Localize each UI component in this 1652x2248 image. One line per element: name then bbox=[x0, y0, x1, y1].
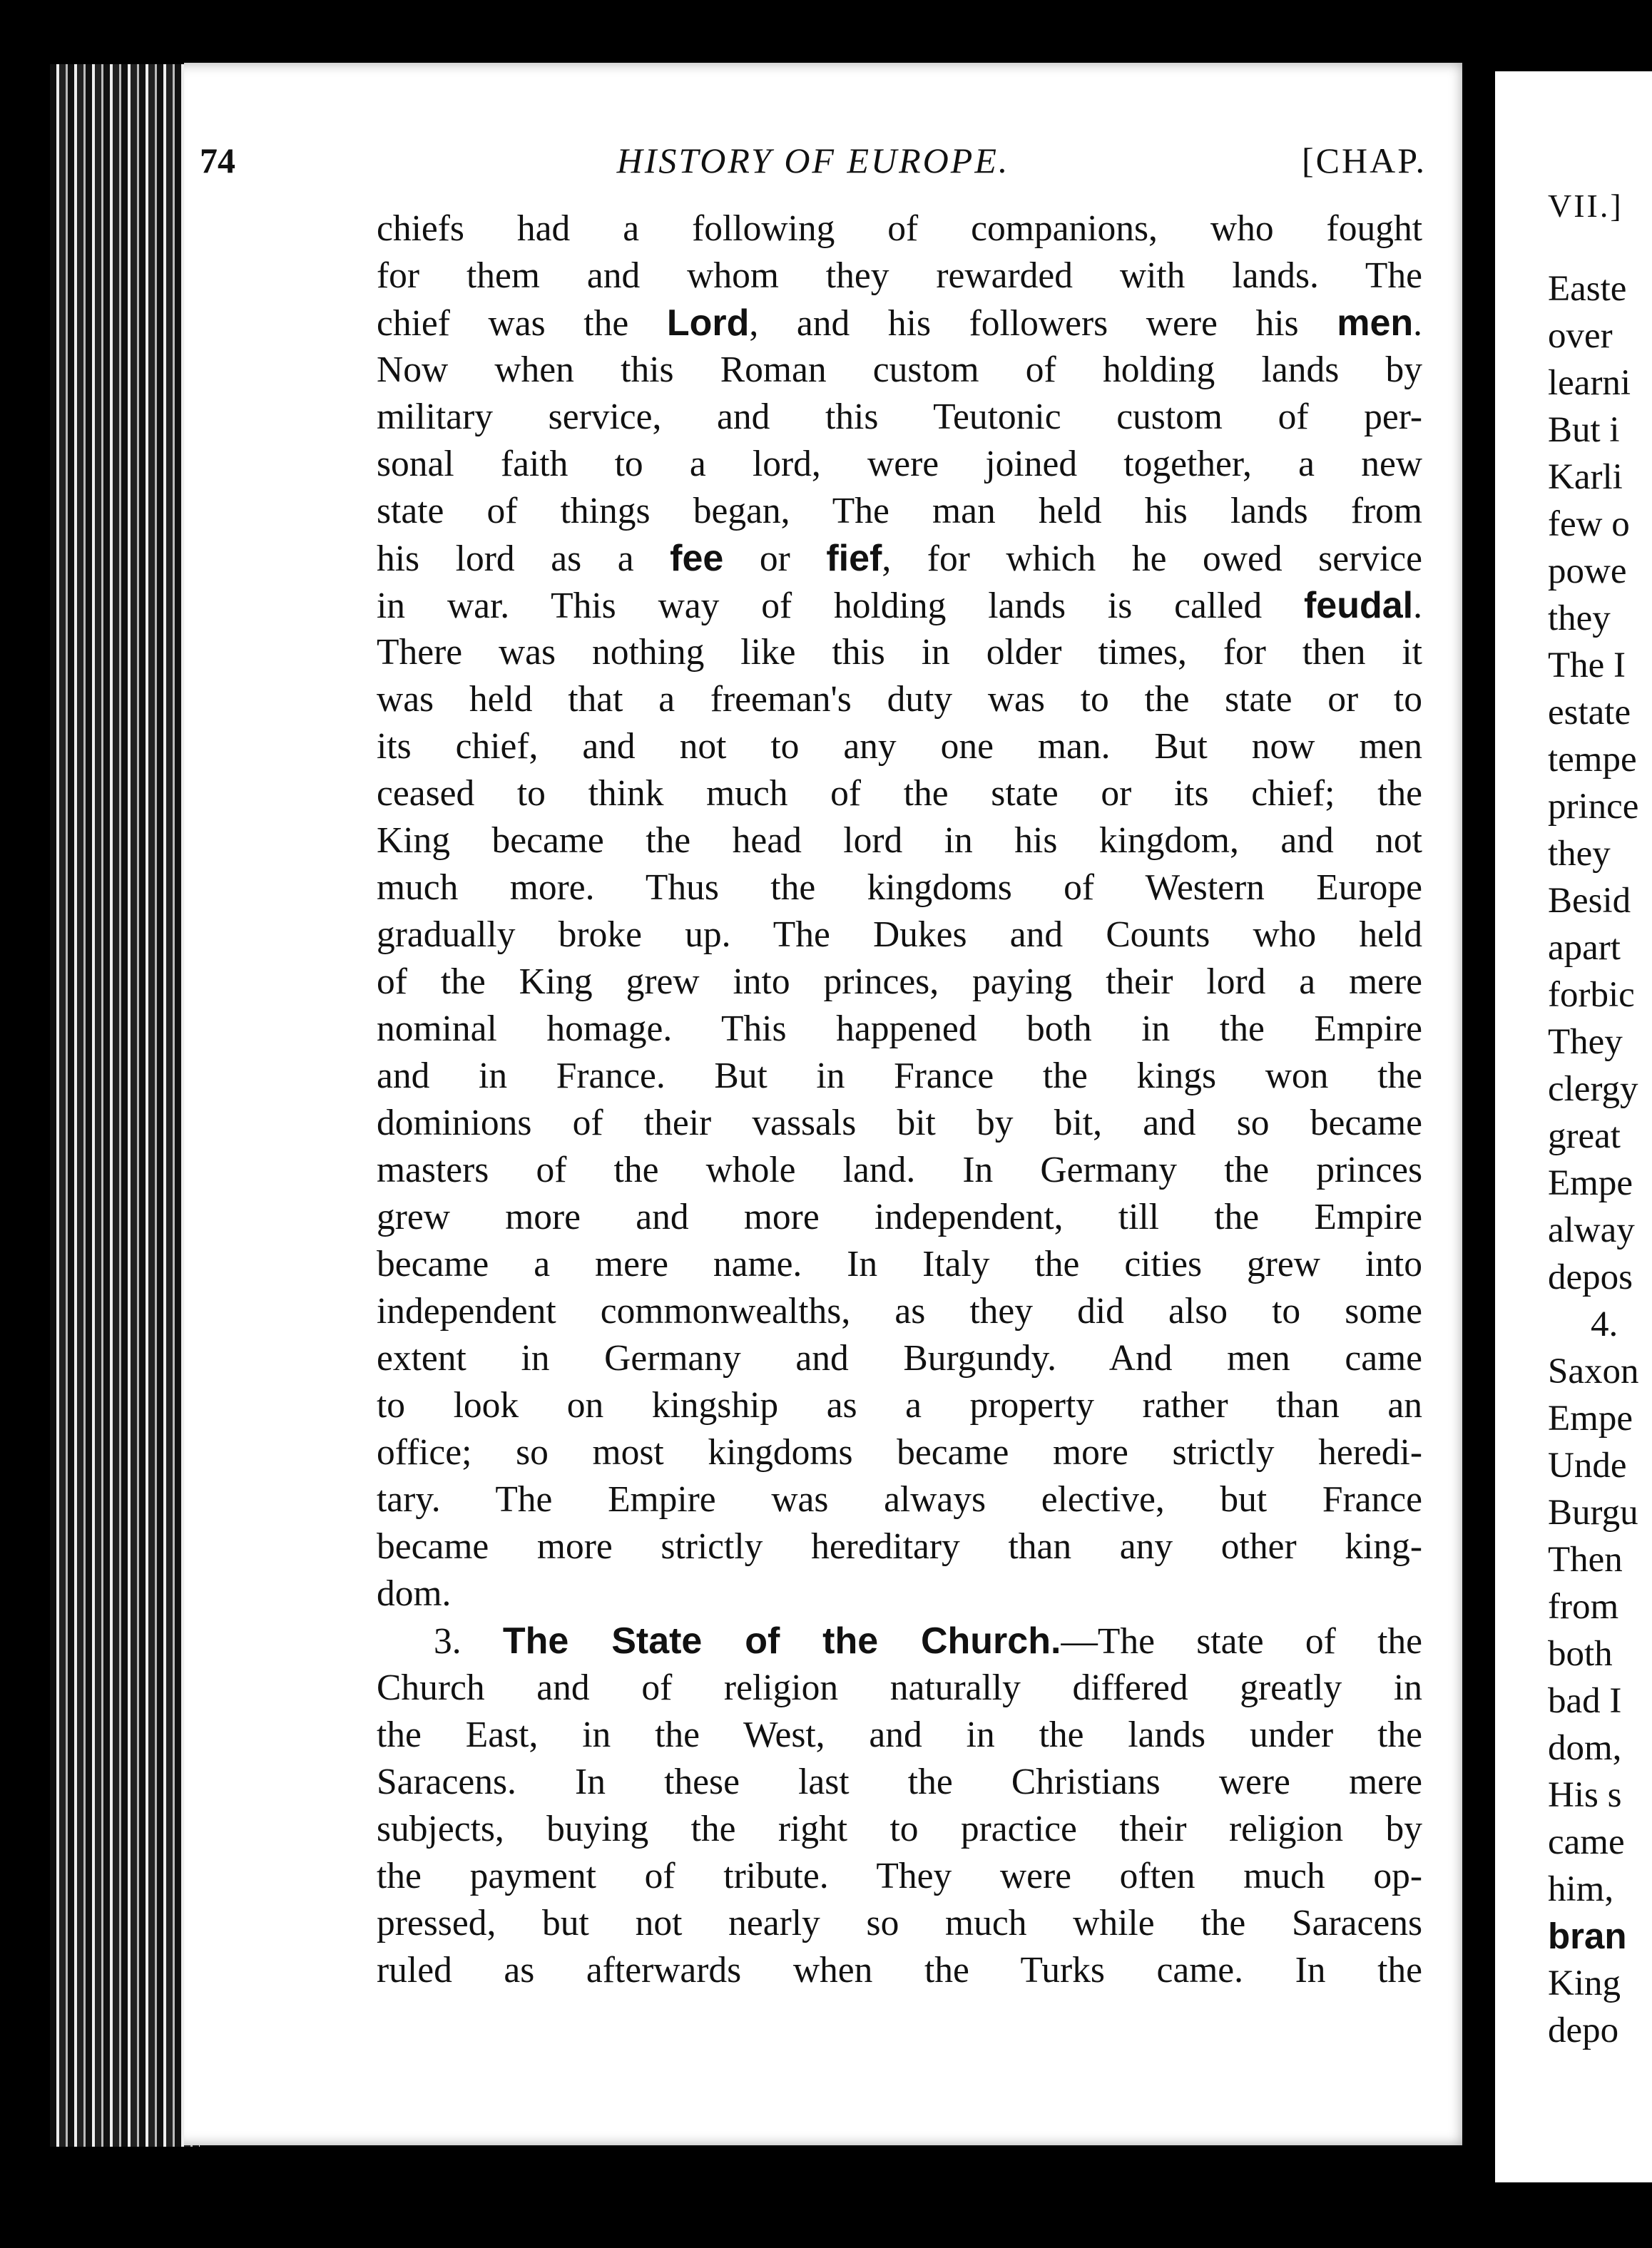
text-line: independent commonwealths, as they did also to some bbox=[377, 1291, 1422, 1332]
text-line: ruled as afterwards when the Turks came. In the bbox=[377, 1950, 1422, 1991]
text-line: in war. This way of holding lands is called feudal. bbox=[377, 585, 1422, 626]
text-line: nominal homage. This happened both in the Empire bbox=[377, 1008, 1422, 1049]
page-edges bbox=[50, 64, 200, 2147]
bold-term: feudal bbox=[1303, 585, 1414, 626]
text-line: But i bbox=[1548, 410, 1620, 450]
text-line: His s bbox=[1548, 1775, 1622, 1815]
text-line: came bbox=[1548, 1822, 1625, 1862]
running-title: HISTORY OF EUROPE. bbox=[616, 140, 1010, 180]
text-line: dominions of their vassals bit by bit, and so became bbox=[377, 1103, 1422, 1143]
text-line: prince bbox=[1548, 787, 1639, 827]
text-line: Besid bbox=[1548, 881, 1631, 921]
text-line: him, bbox=[1548, 1869, 1614, 1909]
text-line: much more. Thus the kingdoms of Western Europe bbox=[377, 867, 1422, 908]
text-line: over bbox=[1548, 316, 1613, 356]
text-line: There was nothing like this in older times, for then it bbox=[377, 632, 1422, 673]
page-number: 74 bbox=[200, 140, 235, 180]
left-page-text bbox=[377, 205, 1422, 1994]
text-line: office; so most kingdoms became more strictly heredi- bbox=[377, 1432, 1422, 1473]
text-line: Church and of religion naturally differed greatly in bbox=[377, 1667, 1422, 1708]
text-line: both bbox=[1548, 1634, 1613, 1674]
bold-term: The State of the Church. bbox=[502, 1620, 1061, 1662]
text-line: They bbox=[1548, 1022, 1623, 1062]
text-line: few o bbox=[1548, 504, 1630, 544]
text-line: subjects, buying the right to practice their religion by bbox=[377, 1809, 1422, 1849]
text-line: learni bbox=[1548, 363, 1631, 403]
text-line: the East, in the West, and in the lands under the bbox=[377, 1715, 1422, 1755]
text-line: for them and whom they rewarded with lands. The bbox=[377, 255, 1422, 296]
text-line: state of things began, The man held his lands from bbox=[377, 491, 1422, 531]
text-line: military service, and this Teutonic custom of per- bbox=[377, 397, 1422, 437]
text-line: forbic bbox=[1548, 975, 1635, 1015]
text-line: 3. The State of the Church.—The state of the bbox=[434, 1620, 1422, 1662]
bold-term: fief bbox=[826, 538, 882, 579]
text-line: and in France. But in France the kings won the bbox=[377, 1056, 1422, 1096]
bold-term: men bbox=[1337, 302, 1414, 344]
text-line: Then bbox=[1548, 1540, 1623, 1580]
text-line: dom. bbox=[377, 1573, 452, 1614]
text-line: Unde bbox=[1548, 1446, 1627, 1486]
text-line: Burgu bbox=[1548, 1493, 1638, 1533]
text-line: grew more and more independent, till the Empire bbox=[377, 1197, 1422, 1237]
text-line: Empe bbox=[1548, 1163, 1633, 1203]
text-line: Saracens. In these last the Christians were mere bbox=[377, 1762, 1422, 1802]
text-line: chief was the Lord, and his followers were his men. bbox=[377, 302, 1423, 344]
text-line: ceased to think much of the state or its chief; the bbox=[377, 773, 1422, 814]
text-line: they bbox=[1548, 834, 1611, 874]
text-line: they bbox=[1548, 598, 1611, 638]
text-line: dom, bbox=[1548, 1728, 1622, 1768]
text-line: powe bbox=[1548, 551, 1627, 591]
text-line: Empe bbox=[1548, 1399, 1633, 1439]
right-chapter-mark: VII.] bbox=[1548, 188, 1623, 224]
text-line: Saxon bbox=[1548, 1352, 1639, 1391]
text-line: masters of the whole land. In Germany the princes bbox=[377, 1150, 1422, 1190]
text-line: pressed, but not nearly so much while the Saracens bbox=[377, 1903, 1422, 1943]
text-line: Now when this Roman custom of holding lands by bbox=[377, 349, 1422, 390]
text-line: to look on kingship as a property rather than an bbox=[377, 1385, 1422, 1426]
text-line: 4. bbox=[1591, 1304, 1618, 1344]
text-line: became more strictly hereditary than any other king- bbox=[377, 1526, 1422, 1567]
text-line: alway bbox=[1548, 1210, 1635, 1250]
text-line: gradually broke up. The Dukes and Counts who held bbox=[377, 914, 1422, 955]
text-line: became a mere name. In Italy the cities grew into bbox=[377, 1244, 1422, 1284]
text-line: Karli bbox=[1548, 457, 1623, 497]
text-line: its chief, and not to any one man. But now men bbox=[377, 726, 1422, 767]
text-line: chiefs had a following of companions, who fought bbox=[377, 208, 1422, 249]
text-line: King bbox=[1548, 1963, 1621, 2003]
text-line: extent in Germany and Burgundy. And men came bbox=[377, 1338, 1422, 1379]
right-page-text bbox=[1548, 265, 1639, 2054]
text-line: depos bbox=[1548, 1257, 1633, 1297]
text-line: was held that a freeman's duty was to the state or to bbox=[377, 679, 1422, 720]
text-line: Easte bbox=[1548, 269, 1627, 309]
book-gutter bbox=[1462, 0, 1495, 2248]
text-line: clergy bbox=[1548, 1069, 1638, 1109]
bold-term: fee bbox=[670, 538, 724, 579]
bold-term: bran bbox=[1548, 1916, 1627, 1956]
text-line: of the King grew into princes, paying their lord a mere bbox=[377, 961, 1422, 1002]
text-line: depo bbox=[1548, 2011, 1619, 2050]
chapter-mark: [CHAP. bbox=[1302, 140, 1427, 180]
text-line: apart bbox=[1548, 928, 1621, 968]
text-line: his lord as a fee or fief, for which he owed service bbox=[377, 538, 1422, 579]
text-line: sonal faith to a lord, were joined together, a new bbox=[377, 444, 1422, 484]
running-header bbox=[200, 140, 1427, 197]
text-line bbox=[1548, 1913, 1639, 1960]
text-line: from bbox=[1548, 1587, 1619, 1627]
text-line: estate bbox=[1548, 693, 1631, 732]
text-line: tary. The Empire was always elective, but France bbox=[377, 1479, 1422, 1520]
text-line: King became the head lord in his kingdom, and not bbox=[377, 820, 1422, 861]
text-line: The I bbox=[1548, 645, 1626, 685]
text-line: the payment of tribute. They were often much op- bbox=[377, 1856, 1422, 1896]
text-line: great bbox=[1548, 1116, 1621, 1156]
bold-term: Lord bbox=[666, 302, 750, 344]
text-line: tempe bbox=[1548, 740, 1637, 780]
text-line: bad I bbox=[1548, 1681, 1622, 1721]
